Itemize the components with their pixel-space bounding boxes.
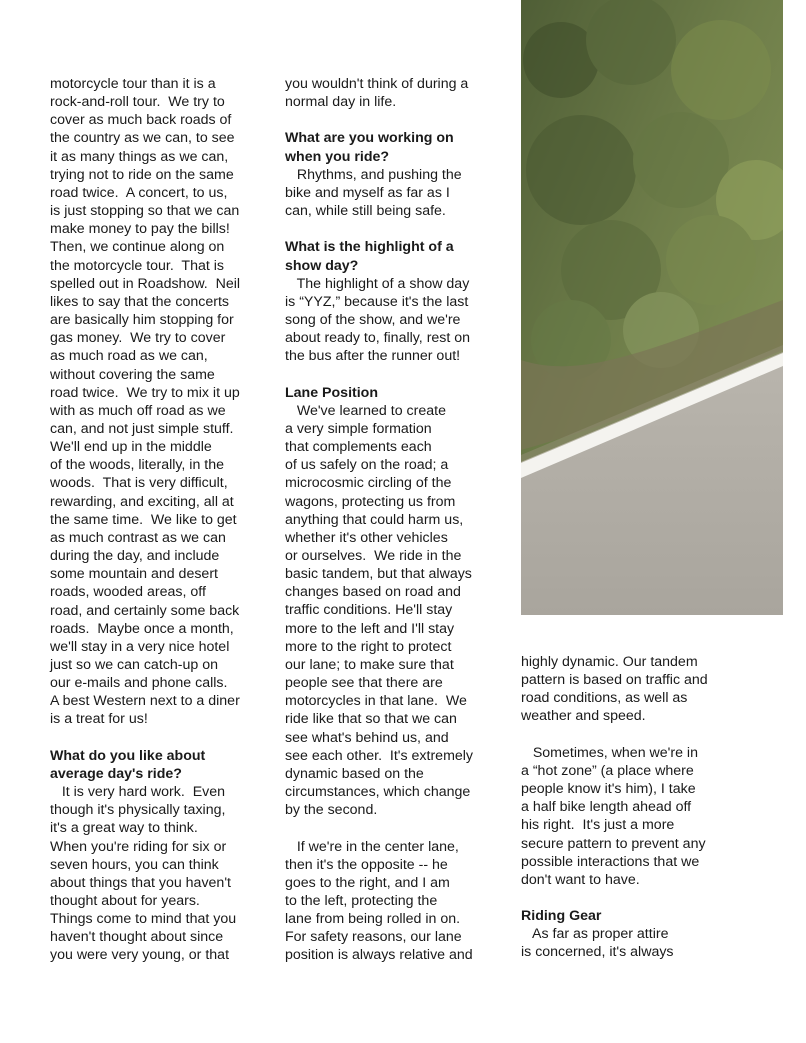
section-heading: when you ride? bbox=[285, 148, 390, 165]
text-line: road twice. A concert, to us, bbox=[50, 184, 228, 201]
text-line: road, and certainly some back bbox=[50, 602, 240, 619]
text-line: see what's behind us, and bbox=[285, 729, 449, 746]
text-line: without covering the same bbox=[50, 366, 215, 383]
text-line: motorcycles in that lane. We bbox=[285, 693, 467, 710]
text-line: to the left, protecting the bbox=[285, 892, 438, 909]
paragraph-gap bbox=[285, 819, 473, 837]
section-heading: average day's ride? bbox=[50, 765, 182, 782]
text-line: haven't thought about since bbox=[50, 929, 224, 946]
text-line: basic tandem, but that always bbox=[285, 566, 472, 583]
text-line: A best Western next to a diner bbox=[50, 693, 240, 710]
text-line: as much road as we can, bbox=[50, 348, 208, 365]
text-line: as much contrast as we can bbox=[50, 529, 226, 546]
text-line: The highlight of a show day bbox=[285, 275, 470, 292]
text-line: of the woods, literally, in the bbox=[50, 457, 225, 474]
text-line: trying not to ride on the same bbox=[50, 166, 234, 183]
paragraph-gap bbox=[285, 365, 473, 383]
section-heading: What is the highlight of a bbox=[285, 239, 454, 256]
text-line: rock-and-roll tour. We try to bbox=[50, 94, 225, 111]
text-line: his right. It's just a more bbox=[521, 817, 675, 834]
text-line: we'll stay in a very nice hotel bbox=[50, 638, 230, 655]
text-line: don't want to have. bbox=[521, 871, 640, 888]
text-line: motorcycle tour than it is a bbox=[50, 76, 216, 92]
text-line: seven hours, you can think bbox=[50, 856, 219, 873]
text-line: about things that you haven't bbox=[50, 874, 231, 891]
text-line: is “YYZ,” because it's the last bbox=[285, 293, 469, 310]
paragraph-gap bbox=[50, 729, 240, 747]
text-column-2 bbox=[285, 75, 473, 965]
text-line: cover as much back roads of bbox=[50, 112, 232, 129]
text-line: position is always relative and bbox=[285, 947, 473, 964]
text-line: then it's the opposite -- he bbox=[285, 856, 448, 873]
text-line: likes to say that the concerts bbox=[50, 293, 230, 310]
text-line: spelled out in Roadshow. Neil bbox=[50, 275, 241, 292]
text-line: roads. Maybe once a month, bbox=[50, 620, 234, 637]
text-line: When you're riding for six or bbox=[50, 838, 227, 855]
text-line: anything that could harm us, bbox=[285, 511, 464, 528]
text-line: It is very hard work. Even bbox=[50, 784, 226, 801]
text-line: about ready to, finally, rest on bbox=[285, 330, 471, 347]
text-line: the country as we can, to see bbox=[50, 130, 235, 147]
text-line: it as many things as we can, bbox=[50, 148, 229, 165]
text-line: We'll end up in the middle bbox=[50, 439, 212, 456]
text-line: rewarding, and exciting, all at bbox=[50, 493, 234, 510]
text-line: If we're in the center lane, bbox=[285, 838, 459, 855]
text-line: people see that there are bbox=[285, 675, 443, 692]
text-line: you wouldn't think of during a bbox=[285, 76, 469, 92]
text-line: circumstances, which change bbox=[285, 784, 471, 801]
text-line: can, and not just simple stuff. bbox=[50, 420, 234, 437]
text-line: dynamic based on the bbox=[285, 765, 424, 782]
text-line: people know it's him), I take bbox=[521, 781, 696, 798]
text-line: during the day, and include bbox=[50, 548, 220, 565]
text-line: the motorcycle tour. That is bbox=[50, 257, 225, 274]
text-line: is just stopping so that we can bbox=[50, 203, 240, 220]
paragraph-gap bbox=[285, 220, 473, 238]
text-line: of us safely on the road; a bbox=[285, 457, 449, 474]
section-heading: What are you working on bbox=[285, 130, 454, 147]
text-line: changes based on road and bbox=[285, 584, 461, 601]
section-heading: Lane Position bbox=[285, 384, 379, 401]
text-line: our e-mails and phone calls. bbox=[50, 675, 228, 692]
text-line: possible interactions that we bbox=[521, 853, 700, 870]
text-line: a very simple formation bbox=[285, 420, 432, 437]
paragraph-gap bbox=[521, 726, 708, 744]
text-line: see each other. It's extremely bbox=[285, 747, 474, 764]
text-line: a “hot zone” (a place where bbox=[521, 762, 694, 779]
text-line: Sometimes, when we're in bbox=[521, 744, 698, 761]
text-line: or ourselves. We ride in the bbox=[285, 548, 462, 565]
text-line: more to the left and I'll stay bbox=[285, 620, 455, 637]
text-line: you were very young, or that bbox=[50, 947, 230, 964]
text-column-3 bbox=[521, 653, 708, 962]
text-line: road conditions, as well as bbox=[521, 690, 688, 707]
text-line: a half bike length ahead off bbox=[521, 799, 692, 816]
text-line: road twice. We try to mix it up bbox=[50, 384, 240, 401]
text-line: secure pattern to prevent any bbox=[521, 835, 706, 852]
text-line: microcosmic circling of the bbox=[285, 475, 452, 492]
section-heading: Riding Gear bbox=[521, 908, 602, 925]
text-line: woods. That is very difficult, bbox=[50, 475, 228, 492]
text-column-1 bbox=[50, 75, 240, 965]
text-line: some mountain and desert bbox=[50, 566, 218, 583]
text-line: Rhythms, and pushing the bbox=[285, 166, 462, 183]
text-line: is concerned, it's always bbox=[521, 944, 674, 961]
paragraph-gap bbox=[521, 889, 708, 907]
section-heading: show day? bbox=[285, 257, 359, 274]
text-line: highly dynamic. Our tandem bbox=[521, 654, 698, 670]
text-line: normal day in life. bbox=[285, 94, 397, 111]
section-heading: What do you like about bbox=[50, 747, 206, 764]
text-line: can, while still being safe. bbox=[285, 203, 446, 220]
text-line: pattern is based on traffic and bbox=[521, 672, 708, 689]
text-line: roads, wooded areas, off bbox=[50, 584, 206, 601]
text-line: whether it's other vehicles bbox=[285, 529, 448, 546]
text-line: wagons, protecting us from bbox=[285, 493, 456, 510]
text-line: our lane; to make sure that bbox=[285, 656, 454, 673]
text-line: by the second. bbox=[285, 802, 378, 819]
text-line: Then, we continue along on bbox=[50, 239, 225, 256]
paragraph-gap bbox=[285, 111, 473, 129]
text-line: the same time. We like to get bbox=[50, 511, 237, 528]
text-line: Things come to mind that you bbox=[50, 911, 237, 928]
roadside-photo bbox=[521, 0, 783, 615]
text-line: gas money. We try to cover bbox=[50, 330, 226, 347]
text-line: make money to pay the bills! bbox=[50, 221, 230, 238]
text-line: bike and myself as far as I bbox=[285, 184, 450, 201]
text-line: weather and speed. bbox=[521, 708, 646, 725]
text-line: is a treat for us! bbox=[50, 711, 148, 728]
text-line: the bus after the runner out! bbox=[285, 348, 461, 365]
text-line: though it's physically taxing, bbox=[50, 802, 226, 819]
text-line: ride like that so that we can bbox=[285, 711, 457, 728]
text-line: that complements each bbox=[285, 439, 432, 456]
text-line: just so we can catch-up on bbox=[50, 657, 218, 673]
text-line: goes to the right, and I am bbox=[285, 874, 450, 891]
text-line: For safety reasons, our lane bbox=[285, 929, 462, 946]
text-line: We've learned to create bbox=[285, 402, 446, 419]
text-line: more to the right to protect bbox=[285, 638, 452, 655]
text-line: traffic conditions. He'll stay bbox=[285, 602, 453, 619]
text-line: it's a great way to think. bbox=[50, 820, 198, 837]
text-line: song of the show, and we're bbox=[285, 312, 461, 328]
text-line: As far as proper attire bbox=[521, 926, 669, 943]
text-line: lane from being rolled in on. bbox=[285, 911, 461, 928]
text-line: with as much off road as we bbox=[50, 402, 226, 419]
text-line: thought about for years. bbox=[50, 893, 200, 910]
text-line: are basically him stopping for bbox=[50, 312, 234, 329]
